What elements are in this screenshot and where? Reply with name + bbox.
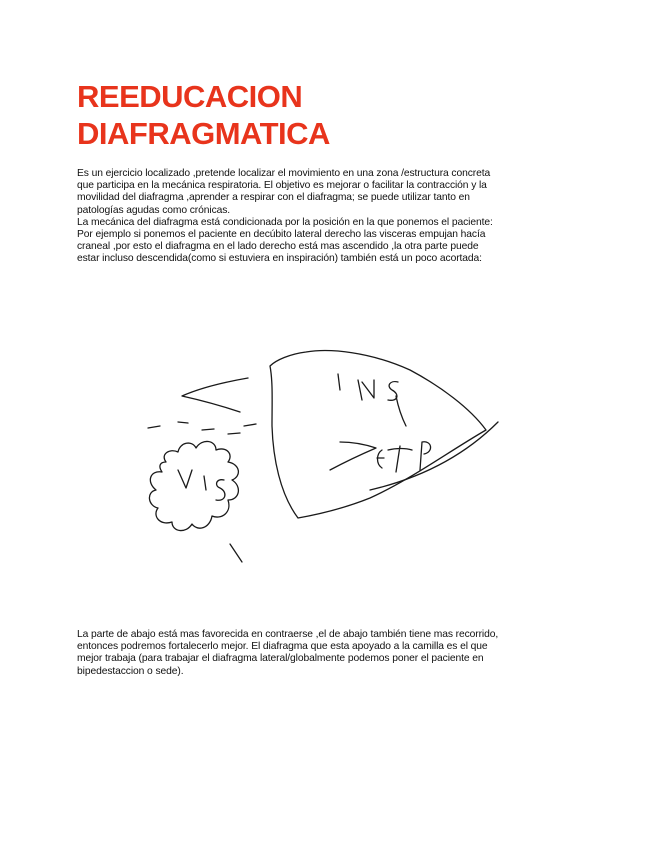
title-line-1: REEDUCACION (77, 79, 303, 114)
sketch-label-esp-s (388, 446, 412, 472)
sketch-dash (244, 424, 256, 426)
sketch-viscera-detail (230, 544, 242, 562)
sketch-viscera (149, 441, 238, 530)
sketch-inner-chevron (330, 442, 376, 470)
sketch-arrow-left (182, 378, 248, 412)
page-title (77, 78, 577, 152)
diaphragm-sketch (130, 330, 510, 570)
text-line: entonces podremos fortalecerlo mejor. El diafragma que esta apoyado a la camilla es el que (77, 641, 488, 653)
text-line: patologías agudas como crónicas. (77, 204, 231, 216)
text-line: mejor trabaja (para trabajar el diafragma lateral/globalmente podemos poner el paciente en (77, 653, 484, 665)
text-line: movilidad del diafragma ,aprender a respirar con el diafragma; se puede utilizar tanto en (77, 192, 470, 204)
text-line: que participa en la mecánica respiratoria. El objetivo es mejorar o facilitar la contracción y la (77, 180, 487, 192)
sketch-label-esp-e (377, 450, 384, 468)
text-line: Por ejemplo si ponemos el paciente en decúbito lateral derecho las visceras empujan hacía (77, 229, 486, 241)
sketch-dash (228, 433, 240, 434)
title-line-2: DIAFRAGMATICA (77, 116, 330, 151)
text-line: bipedestaccion o sede). (77, 665, 184, 677)
sketch-label-vis-s (216, 480, 225, 501)
sketch-label-vis-v (178, 470, 192, 488)
sketch-label-ins-s (388, 382, 398, 401)
intro-paragraph (77, 168, 582, 266)
text-line: La parte de abajo está mas favorecida en contraerse ,el de abajo también tiene mas recorrido, (77, 629, 499, 640)
conclusion-paragraph (77, 629, 582, 678)
sketch-label-vis-i (204, 476, 206, 490)
sketch-dome (270, 351, 486, 518)
sketch-dash (148, 426, 160, 428)
text-line: La mecánica del diafragma está condicionada por la posición en la que ponemos el paciente: (77, 216, 493, 228)
sketch-inner-curve (396, 396, 406, 426)
sketch-dash (178, 422, 188, 423)
text-line: craneal ,por esto el diafragma en el lado derecho está mas ascendido ,la otra parte puede (77, 241, 479, 253)
sketch-tail (370, 422, 498, 490)
text-line: Es un ejercicio localizado ,pretende localizar el movimiento en una zona /estructura concreta (77, 168, 491, 179)
sketch-dash (202, 429, 214, 430)
text-line: estar incluso descendida(como si estuviera en inspiración) también está un poco acortada: (77, 253, 482, 265)
sketch-label-ins-i (338, 374, 340, 390)
sketch-label-ins-n (358, 380, 374, 400)
